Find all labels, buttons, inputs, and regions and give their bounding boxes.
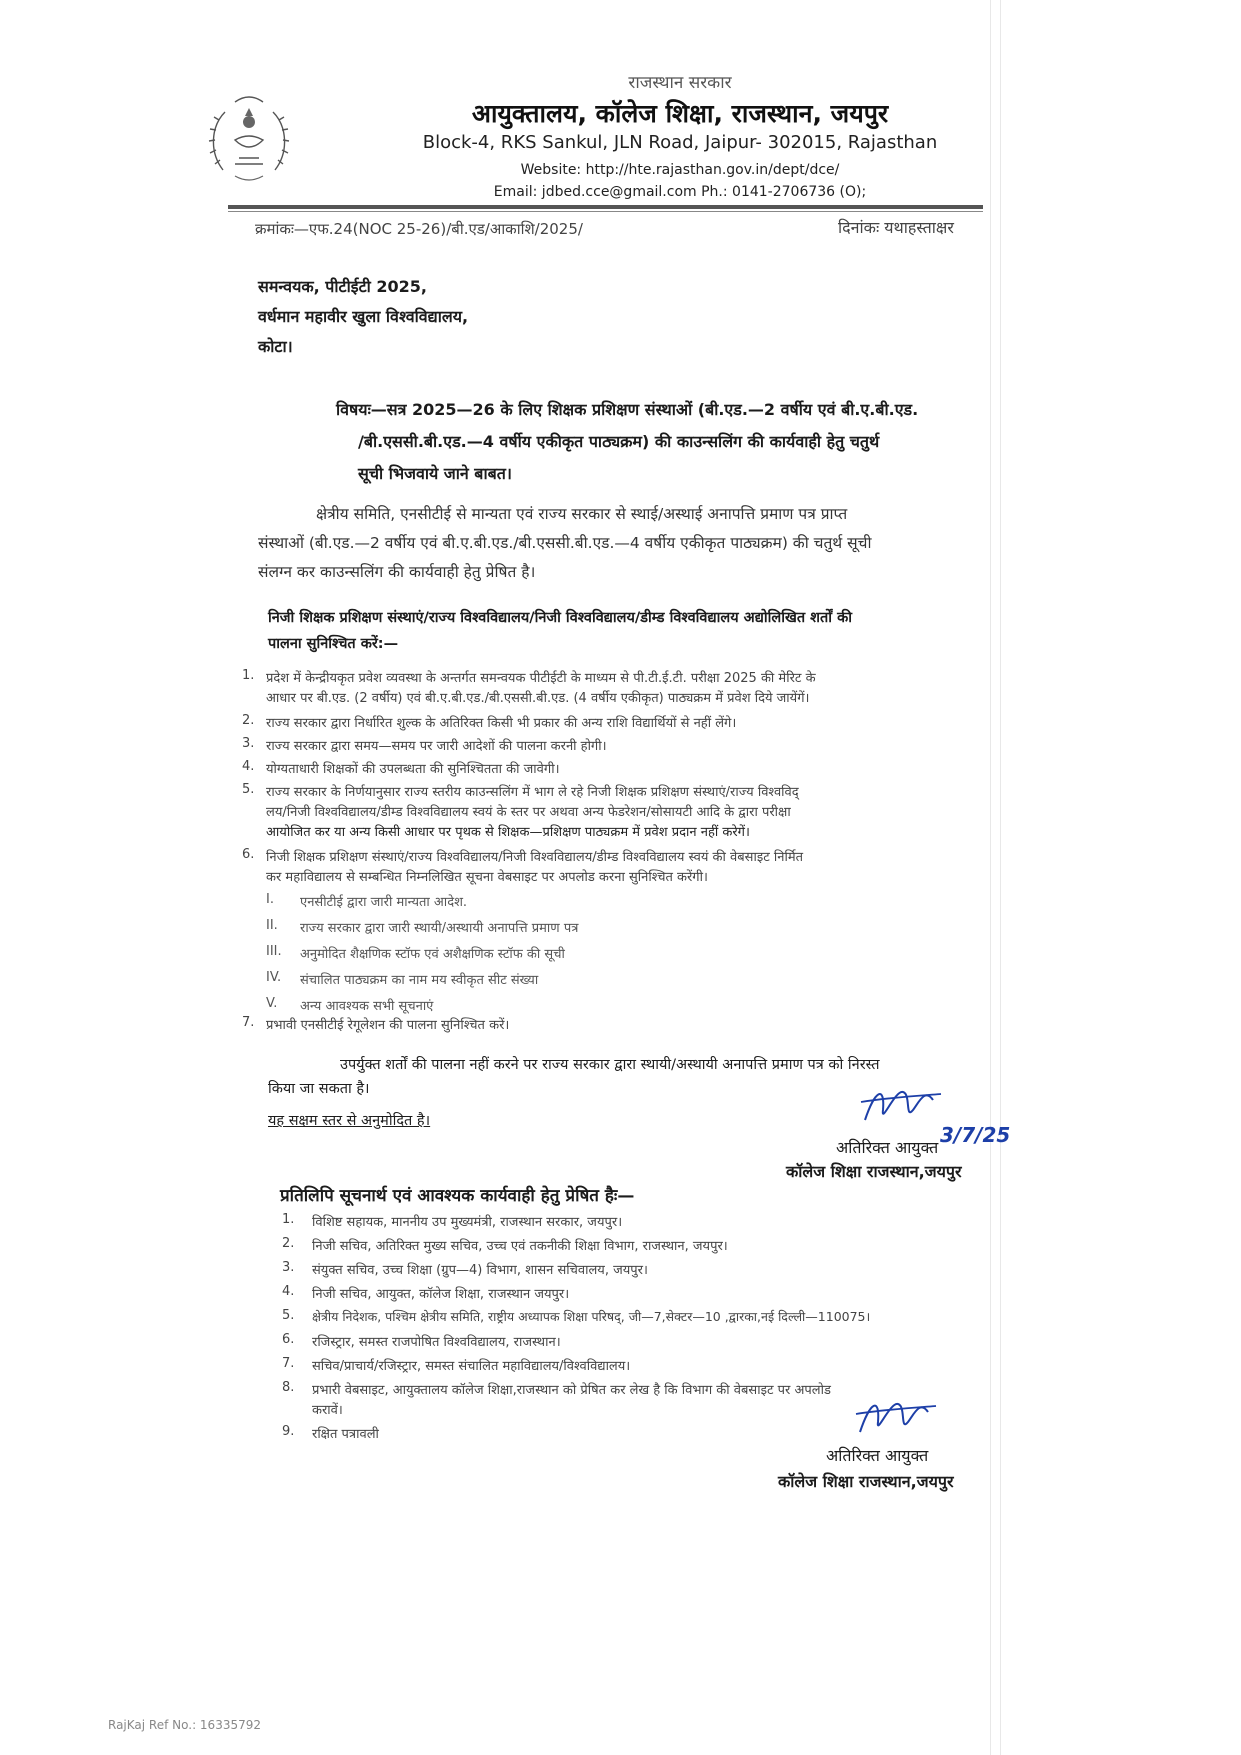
signatory-2-office: कॉलेज शिक्षा राजस्थान,जयपुर: [778, 1472, 954, 1491]
copy-number: 5.: [282, 1308, 295, 1323]
subject-line-1: विषयः—सत्र 2025—26 के लिए शिक्षक प्रशिक्षण संस्थाओं (बी.एड.—2 वर्षीय एवं बी.ए.बी.एड.: [336, 400, 919, 419]
header-office: आयुक्तालय, कॉलेज शिक्षा, राजस्थान, जयपुर: [471, 99, 889, 128]
condition-3-line-1: राज्य सरकार द्वारा समय—समय पर जारी आदेशों की पालना करनी होगी।: [266, 739, 607, 754]
conditions-intro-1: निजी शिक्षक प्रशिक्षण संस्थाएं/राज्य विश्वविद्यालय/निजी विश्वविद्यालय/डीम्ड विश्वविद्यालय अद्योलिखित शर्तों की: [268, 610, 852, 626]
body-line-2: संस्थाओं (बी.एड.—2 वर्षीय एवं बी.ए.बी.एड./बी.एससी.बी.एड.—4 वर्षीय एकीकृत पाठ्यक्रम) की चतुर्थ सूची: [258, 534, 872, 552]
condition-number: 1.: [242, 668, 255, 683]
signature-1-icon: [855, 1080, 945, 1140]
scan-edge-line: [990, 0, 991, 1755]
department-emblem-icon: [205, 90, 293, 190]
copy-number: 8.: [282, 1380, 295, 1395]
copy-number: 4.: [282, 1284, 295, 1299]
header-website: Website: http://hte.rajasthan.gov.in/dept/dce/: [520, 162, 840, 178]
subpoint-number: III.: [266, 944, 282, 959]
condition-6-line-2: कर महाविद्यालय से सम्बन्धित निम्नलिखित सूचना वेबसाइट पर अपलोड करना सुनिश्चित करेंगी।: [266, 870, 708, 885]
subpoint-number: I.: [266, 892, 274, 907]
conditions-intro-2: पालना सुनिश्चित करें:—: [268, 636, 399, 652]
body-line-1: क्षेत्रीय समिति, एनसीटीई से मान्यता एवं राज्य सरकार से स्थाई/अस्थाई अनापत्ति प्रमाण पत्र प्राप्त: [316, 505, 848, 523]
condition-number: 3.: [242, 736, 255, 751]
signatory-2-title: अतिरिक्त आयुक्त: [826, 1446, 929, 1465]
condition-number: 5.: [242, 782, 255, 797]
condition-2-line-1: राज्य सरकार द्वारा निर्धारित शुल्क के अतिरिक्त किसी भी प्रकार की अन्य राशि विद्यार्थियों से नहीं लेंगे।: [266, 716, 737, 731]
header-govt: राजस्थान सरकार: [628, 73, 732, 93]
copy-number: 3.: [282, 1260, 295, 1275]
body-line-3: संलग्न कर काउन्सलिंग की कार्यवाही हेतु प्रेषित है।: [258, 563, 536, 581]
warning-line-1: उपर्युक्त शर्तों की पालना नहीं करने पर राज्य सरकार द्वारा स्थायी/अस्थायी अनापत्ति प्रमाण पत्र को निरस्त: [340, 1057, 880, 1073]
condition-1-line-2: आधार पर बी.एड. (2 वर्षीय) एवं बी.ए.बी.एड./बी.एससी.बी.एड. (4 वर्षीय एकीकृत) पाठ्यक्रम में प्रवेश दिये जायेंगें।: [266, 691, 810, 706]
condition-number: 6.: [242, 847, 255, 862]
copy-number: 7.: [282, 1356, 295, 1371]
copy-9-line: रक्षित पत्रावली: [312, 1427, 379, 1442]
copy-1-line: विशिष्ट सहायक, माननीय उप मुख्यमंत्री, राजस्थान सरकार, जयपुर।: [312, 1215, 623, 1230]
warning-line-2: किया जा सकता है।: [268, 1081, 370, 1097]
signature-1-date: 3/7/25: [940, 1123, 1011, 1147]
subpoint-text: एनसीटीई द्वारा जारी मान्यता आदेश.: [300, 895, 468, 910]
condition-6-line-1: निजी शिक्षक प्रशिक्षण संस्थाएं/राज्य विश्वविद्यालय/निजी विश्वविद्यालय/डीम्ड विश्वविद्यालय स्वयं की वेबसाइट निर्मित: [266, 850, 804, 865]
subpoint-text: अन्य आवश्यक सभी सूचनाएं: [300, 999, 434, 1014]
signature-2-icon: [850, 1390, 940, 1450]
copy-7-line: सचिव/प्राचार्य/रजिस्ट्रार, समस्त संचालित महाविद्यालय/विश्वविद्यालय।: [312, 1359, 631, 1374]
condition-number: 2.: [242, 713, 255, 728]
copy-8-line-2: करावें।: [312, 1403, 343, 1418]
header-address: Block-4, RKS Sankul, JLN Road, Jaipur- 302015, Rajasthan: [422, 132, 938, 153]
subject-line-2: /बी.एससी.बी.एड.—4 वर्षीय एकीकृत पाठ्यक्रम) की काउन्सलिंग की कार्यवाही हेतु चतुर्थ: [358, 432, 880, 451]
signatory-1-title: अतिरिक्त आयुक्त: [836, 1138, 939, 1157]
subpoint-number: V.: [266, 996, 278, 1011]
condition-7-text: प्रभावी एनसीटीई रेगूलेशन की पालना सुनिश्चित करें।: [266, 1018, 510, 1033]
rajkaj-reference: RajKaj Ref No.: 16335792: [108, 1718, 261, 1732]
header-rule-thin: [228, 211, 983, 212]
subpoint-number: IV.: [266, 970, 282, 985]
header-rule: [228, 205, 983, 209]
copy-number: 2.: [282, 1236, 295, 1251]
subpoint-number: II.: [266, 918, 278, 933]
subject-line-3: सूची भिजवाये जाने बाबत।: [358, 464, 512, 483]
condition-5-line-2: लय/निजी विश्वविद्यालय/डीम्ड विश्वविद्यालय स्वयं के स्तर पर अथवा अन्य फेडरेशन/सोसायटी आदि के द्वारा परीक्षा: [266, 805, 791, 820]
copy-number: 6.: [282, 1332, 295, 1347]
copy-3-line: संयुक्त सचिव, उच्च शिक्षा (ग्रुप—4) विभाग, शासन सचिवालय, जयपुर।: [312, 1263, 648, 1278]
copy-8-line-1: प्रभारी वेबसाइट, आयुक्तालय कॉलेज शिक्षा,राजस्थान को प्रेषित कर लेख है कि विभाग की वेबसाइट पर अपलोड: [312, 1383, 831, 1398]
copy-5-line: क्षेत्रीय निदेशक, पश्चिम क्षेत्रीय समिति, राष्ट्रीय अध्यापक शिक्षा परिषद्, जी—7,सेक्टर—10 ,द्वारका,नई दिल्ली—110075।: [312, 1309, 871, 1324]
copy-2-line: निजी सचिव, अतिरिक्त मुख्य सचिव, उच्च एवं तकनीकी शिक्षा विभाग, राजस्थान, जयपुर।: [312, 1239, 728, 1254]
condition-number: 7.: [242, 1015, 255, 1030]
addressee-line-3: कोटा।: [258, 337, 293, 356]
addressee-line-2: वर्धमान महावीर खुला विश्वविद्यालय,: [258, 307, 469, 326]
subpoint-text: राज्य सरकार द्वारा जारी स्थायी/अस्थायी अनापत्ति प्रमाण पत्र: [300, 921, 579, 936]
scan-edge-line: [1000, 0, 1001, 1755]
subpoint-text: अनुमोदित शैक्षणिक स्टॉफ एवं अशैक्षणिक स्टॉफ की सूची: [300, 947, 565, 962]
condition-5-line-1: राज्य सरकार के निर्णयानुसार राज्य स्तरीय काउन्सलिंग में भाग ले रहे निजी शिक्षक प्रशिक्षण संस्थाएं/राज्य विश्वविद्: [266, 785, 799, 800]
condition-4-line-1: योग्यताधारी शिक्षकों की उपलब्धता की सुनिश्चितता की जावेगी।: [266, 762, 560, 777]
condition-1-line-1: प्रदेश में केन्द्रीयकृत प्रवेश व्यवस्था के अन्तर्गत समन्वयक पीटीईटी के माध्यम से पी.टी.ई.टी. परीक्षा 2025 की मेरिट के: [266, 671, 816, 686]
copy-heading: प्रतिलिपि सूचनार्थ एवं आवश्यक कार्यवाही हेतु प्रेषित हैः—: [280, 1186, 635, 1206]
addressee-line-1: समन्वयक, पीटीईटी 2025,: [258, 277, 427, 296]
header-contact: Email: jdbed.cce@gmail.com Ph.: 0141-2706736 (O);: [493, 184, 867, 200]
copy-number: 9.: [282, 1424, 295, 1439]
subpoint-text: संचालित पाठ्यक्रम का नाम मय स्वीकृत सीट संख्या: [300, 973, 539, 988]
copy-6-line: रजिस्ट्रार, समस्त राजपोषित विश्वविद्यालय, राजस्थान।: [312, 1335, 561, 1350]
copy-4-line: निजी सचिव, आयुक्त, कॉलेज शिक्षा, राजस्थान जयपुर।: [312, 1287, 570, 1302]
condition-number: 4.: [242, 759, 255, 774]
approval-note: यह सक्षम स्तर से अनुमोदित है।: [268, 1113, 431, 1129]
condition-5-line-3: आयोजित कर या अन्य किसी आधार पर पृथक से शिक्षक—प्रशिक्षण पाठ्यक्रम में प्रवेश प्रदान नहीं करेगें।: [266, 825, 750, 840]
reference-number: क्रमांकः—एफ.24(NOC 25-26)/बी.एड/आकाशि/2025/: [255, 220, 583, 238]
letter-date: दिनांकः यथाहस्ताक्षर: [838, 218, 954, 237]
copy-number: 1.: [282, 1212, 295, 1227]
signatory-1-office: कॉलेज शिक्षा राजस्थान,जयपुर: [786, 1162, 962, 1181]
